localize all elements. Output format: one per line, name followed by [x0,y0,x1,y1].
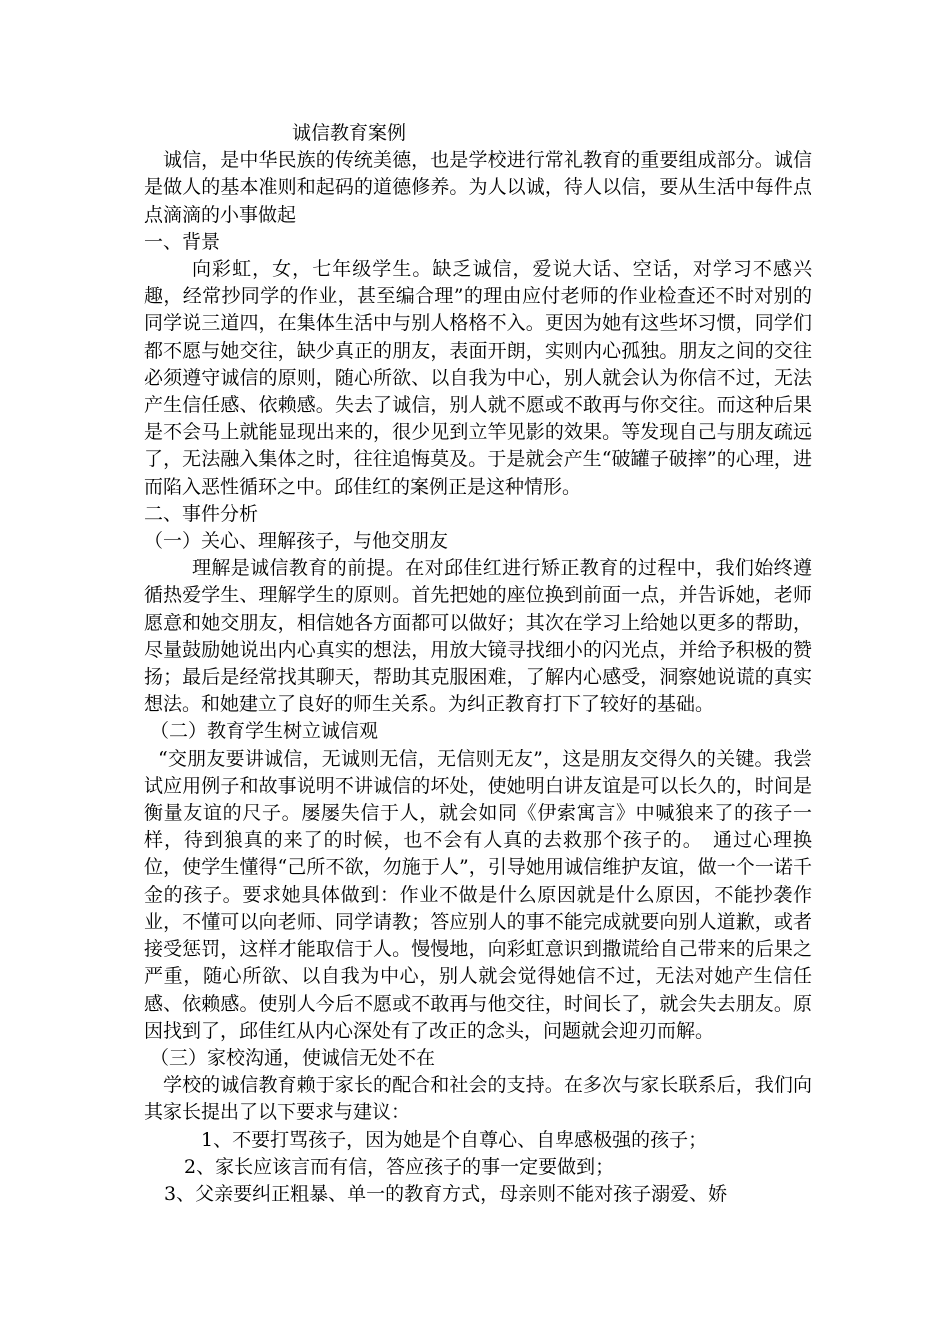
document-body [144,120,812,1208]
section-heading-analysis: 二、事件分析 [144,502,259,525]
list-item: 2、家长应该言而有信，答应孩子的事一定要做到； [184,1155,615,1178]
intro-paragraph: 诚信，是中华民族的传统美德，也是学校进行常礼教育的重要组成部分。诚信是做人的基本准则和起码的道德修养。为人以诚，待人以信，要从生活中每件点点滴滴的小事做起 [144,149,812,226]
list-item: 1、不要打骂孩子，因为她是个自尊心、自卑感极强的孩子； [201,1128,708,1151]
subheading-home-school: （三）家校沟通，使诚信无处不在 [150,1046,436,1069]
subheading-honesty-view: （二）教育学生树立诚信观 [150,720,379,743]
background-paragraph: 向彩虹，女，七年级学生。缺乏诚信，爱说大话、空话，对学习不感兴趣，经常抄同学的作业，甚至编合理”的理由应付老师的作业检查还不时对别的同学说三道四，在集体生活中与别人格格不入。更因为她有这些坏习惯，同学们都不愿与她交往，缺少真正的朋友，表面开朗，实则内心孤独。朋友之间的交往必须遵守诚信的原则，随心所欲、以自我为中心，别人就会认为你信不过，无法产生信任感、依赖感。失去了诚信，别人就不愿或不敢再与你交往。而这种后果是不会马上就能显现出来的，很少见到立竿见影的效果。等发现自己与朋友疏远了，无法融入集体之时，往往追悔莫及。于是就会产生“破罐子破摔”的心理，进而陷入恶性循环之中。邱佳红的案例正是这种情形。 [144,258,812,498]
understand-child-paragraph: 理解是诚信教育的前提。在对邱佳红进行矫正教育的过程中，我们始终遵循热爱学生、理解学生的原则。首先把她的座位换到前面一点，并告诉她，老师愿意和她交朋友，相信她各方面都可以做好；其次在学习上给她以更多的帮助，尽量鼓励她说出内心真实的想法，用放大镜寻找细小的闪光点，并给予积极的赞扬；最后是经常找其聊天，帮助其克服困难，了解内心感受，洞察她说谎的真实想法。和她建立了良好的师生关系。为纠正教育打下了较好的基础。 [144,557,812,716]
document-title: 诚信教育案例 [292,122,407,144]
honesty-view-paragraph: “交朋友要讲诚信，无诚则无信，无信则无友”，这是朋友交得久的关键。我尝试应用例子和故事说明不讲诚信的坏处，使她明白讲友谊是可以长久的，时间是衡量友谊的尺子。屡屡失信于人，就会如同《伊索寓言》中喊狼来了的孩子一样，待到狼真的来了的时候，也不会有人真的去救那个孩子的。 通过心理换位，使学生懂得“己所不欲，勿施于人”，引导她用诚信维护友谊，做一个一诺千金的孩子。要求她具体做到：作业不做是什么原因就是什么原因，不能抄袭作业，不懂可以向老师、同学请教；答应别人的事不能完成就要向别人道歉，或者接受惩罚，这样才能取信于人。慢慢地，向彩虹意识到撒谎给自己带来的后果之严重，随心所欲、以自我为中心，别人就会觉得她信不过，无法对她产生信任感、依赖感。使别人今后不愿或不敢再与他交往，时间长了，就会失去朋友。原因找到了，邱佳红从内心深处有了改正的念头，问题就会迎刃而解。 [144,747,812,1042]
section-heading-background: 一、背景 [144,230,221,253]
subheading-understand-child: （一）关心、理解孩子，与他交朋友 [144,530,449,553]
home-school-paragraph: 学校的诚信教育赖于家长的配合和社会的支持。在多次与家长联系后，我们向其家长提出了以下要求与建议： [144,1074,812,1124]
list-item: 3、父亲要纠正粗暴、单一的教育方式，母亲则不能对孩子溺爱、娇 [164,1182,728,1205]
